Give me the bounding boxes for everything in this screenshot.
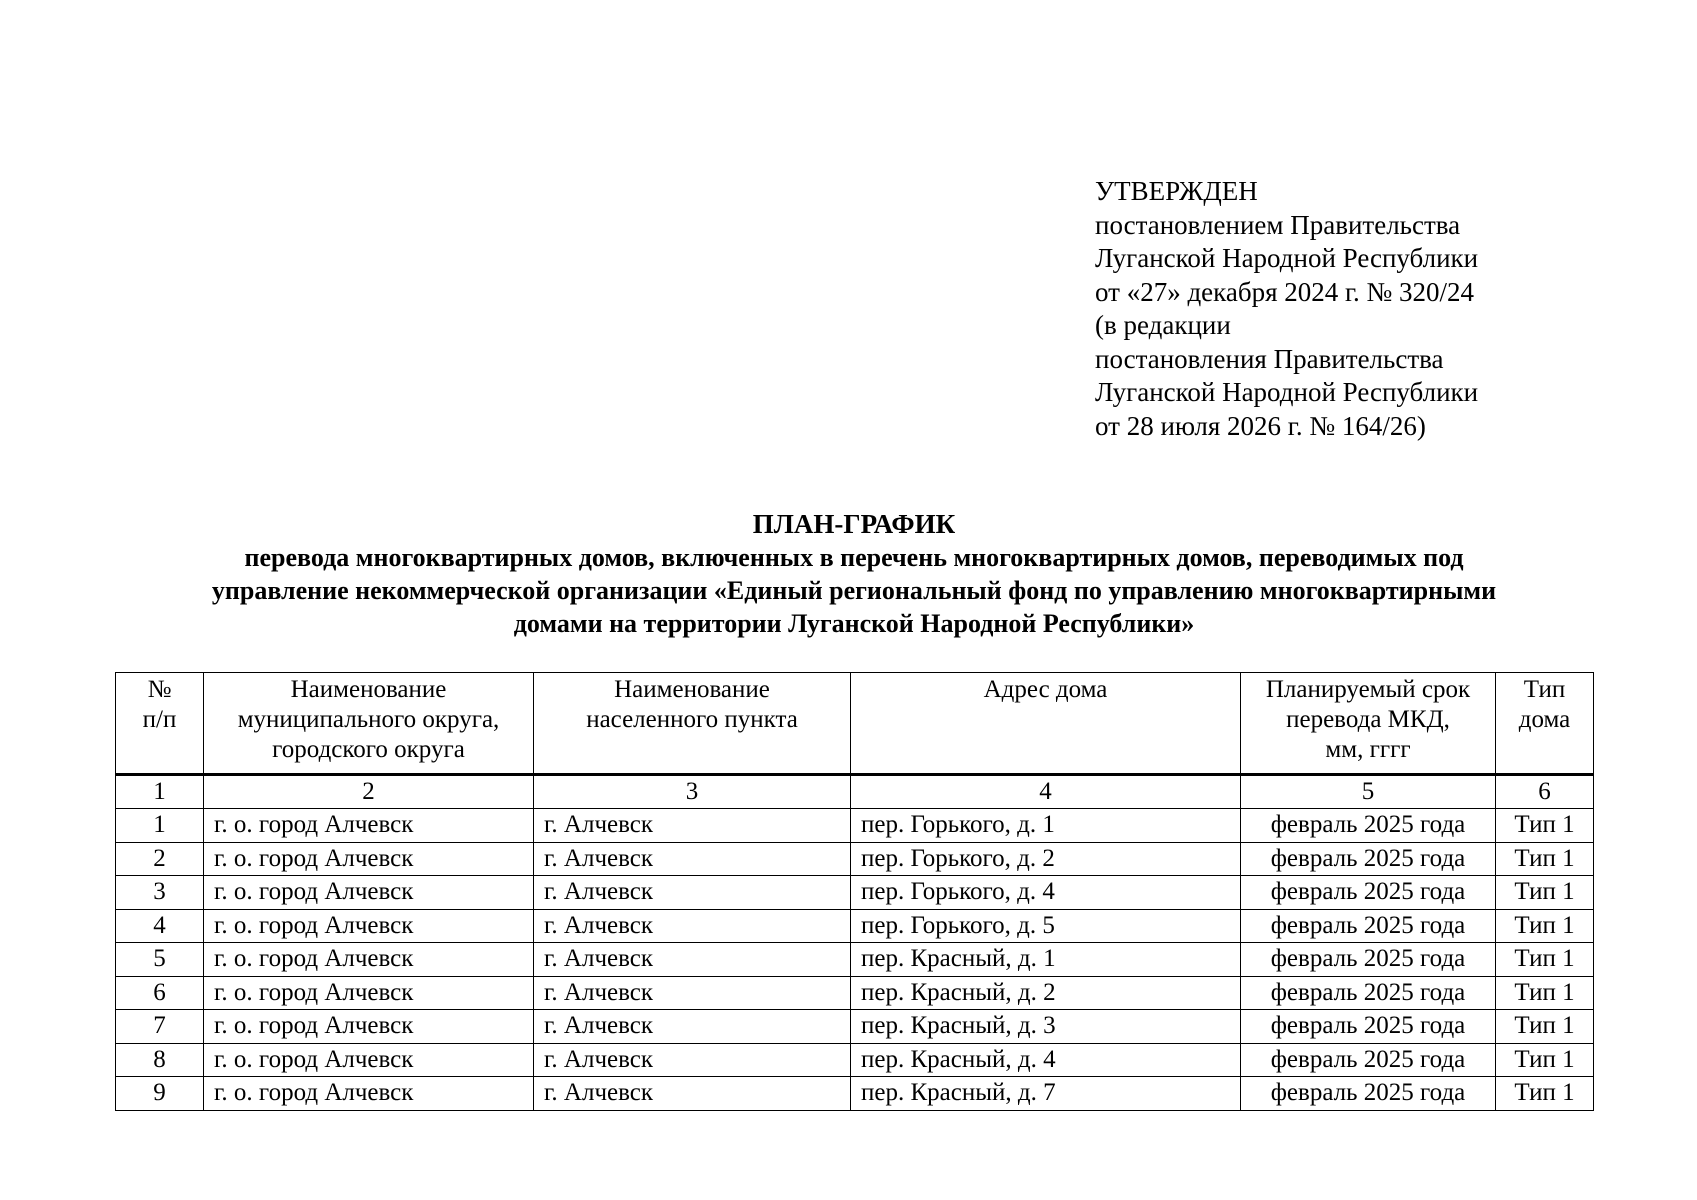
cell-number: 9 — [116, 1077, 204, 1111]
cell-planned-date: февраль 2025 года — [1241, 842, 1496, 876]
column-header-address: Адрес дома — [851, 673, 1241, 775]
cell-number: 2 — [116, 842, 204, 876]
column-number: 3 — [534, 775, 851, 809]
cell-district: г. о. город Алчевск — [204, 1043, 534, 1077]
cell-address: пер. Красный, д. 3 — [851, 1010, 1241, 1044]
cell-settlement: г. Алчевск — [534, 909, 851, 943]
cell-address: пер. Горького, д. 5 — [851, 909, 1241, 943]
column-number: 2 — [204, 775, 534, 809]
approval-line: (в редакции — [1095, 310, 1231, 340]
table-row — [116, 909, 1594, 943]
cell-house-type: Тип 1 — [1496, 976, 1594, 1010]
approval-line: от 28 июля 2026 г. № 164/26) — [1095, 410, 1426, 441]
column-number: 6 — [1496, 775, 1594, 809]
cell-number: 6 — [116, 976, 204, 1010]
approval-line: постановления Правительства — [1095, 343, 1444, 374]
table-row — [116, 943, 1594, 977]
cell-district: г. о. город Алчевск — [204, 876, 534, 910]
cell-address: пер. Горького, д. 4 — [851, 876, 1241, 910]
table-row — [116, 1077, 1594, 1111]
plan-table — [115, 672, 1594, 1111]
cell-house-type: Тип 1 — [1496, 1077, 1594, 1111]
document-title: ПЛАН-ГРАФИК — [752, 509, 956, 539]
approval-line: Луганской Народной Республики — [1095, 243, 1479, 273]
cell-house-type: Тип 1 — [1496, 1010, 1594, 1044]
table-row — [116, 876, 1594, 910]
cell-district: г. о. город Алчевск — [204, 909, 534, 943]
cell-number: 3 — [116, 876, 204, 910]
cell-settlement: г. Алчевск — [534, 876, 851, 910]
cell-district: г. о. город Алчевск — [204, 1010, 534, 1044]
cell-district: г. о. город Алчевск — [204, 809, 534, 843]
cell-planned-date: февраль 2025 года — [1241, 1010, 1496, 1044]
cell-house-type: Тип 1 — [1496, 876, 1594, 910]
cell-planned-date: февраль 2025 года — [1241, 1043, 1496, 1077]
document-subtitle-line: управление некоммерческой организации «Единый региональный фонд по управлению многоквартирными — [211, 576, 1497, 605]
cell-house-type: Тип 1 — [1496, 809, 1594, 843]
cell-number: 8 — [116, 1043, 204, 1077]
cell-planned-date: февраль 2025 года — [1241, 876, 1496, 910]
cell-planned-date: февраль 2025 года — [1241, 909, 1496, 943]
approval-line: от «27» декабря 2024 г. № 320/24 — [1095, 276, 1475, 307]
cell-house-type: Тип 1 — [1496, 909, 1594, 943]
table-header-row — [116, 673, 1594, 775]
cell-district: г. о. город Алчевск — [204, 943, 534, 977]
cell-address: пер. Горького, д. 1 — [851, 809, 1241, 843]
cell-number: 5 — [116, 943, 204, 977]
column-header-number: № п/п — [116, 673, 204, 775]
cell-number: 4 — [116, 909, 204, 943]
cell-settlement: г. Алчевск — [534, 943, 851, 977]
cell-number: 1 — [116, 809, 204, 843]
cell-address: пер. Красный, д. 1 — [851, 943, 1241, 977]
cell-settlement: г. Алчевск — [534, 1010, 851, 1044]
document-subtitle-line: перевода многоквартирных домов, включенных в перечень многоквартирных домов, переводимых под — [244, 543, 1464, 572]
approval-stamp — [1095, 175, 1478, 443]
cell-planned-date: февраль 2025 года — [1241, 809, 1496, 843]
column-header-planned-date: Планируемый срок перевода МКД, мм, гггг — [1241, 673, 1496, 775]
cell-planned-date: февраль 2025 года — [1241, 976, 1496, 1010]
column-header-house-type: Тип дома — [1496, 673, 1594, 775]
document-subtitle-line: домами на территории Луганской Народной Республики» — [513, 609, 1195, 638]
cell-number: 7 — [116, 1010, 204, 1044]
cell-planned-date: февраль 2025 года — [1241, 943, 1496, 977]
document-heading — [115, 508, 1593, 640]
cell-address: пер. Красный, д. 4 — [851, 1043, 1241, 1077]
approval-line: Луганской Народной Республики — [1095, 377, 1479, 407]
cell-settlement: г. Алчевск — [534, 1077, 851, 1111]
cell-district: г. о. город Алчевск — [204, 1077, 534, 1111]
cell-address: пер. Горького, д. 2 — [851, 842, 1241, 876]
cell-district: г. о. город Алчевск — [204, 976, 534, 1010]
table-row — [116, 976, 1594, 1010]
table-row — [116, 842, 1594, 876]
column-number: 5 — [1241, 775, 1496, 809]
cell-address: пер. Красный, д. 2 — [851, 976, 1241, 1010]
approval-line: постановлением Правительства — [1095, 209, 1461, 240]
column-number-row — [116, 775, 1594, 809]
column-header-district: Наименование муниципального округа, городского округа — [204, 673, 534, 775]
column-number: 4 — [851, 775, 1241, 809]
cell-planned-date: февраль 2025 года — [1241, 1077, 1496, 1111]
cell-house-type: Тип 1 — [1496, 943, 1594, 977]
cell-house-type: Тип 1 — [1496, 842, 1594, 876]
cell-settlement: г. Алчевск — [534, 976, 851, 1010]
column-number: 1 — [116, 775, 204, 809]
cell-settlement: г. Алчевск — [534, 842, 851, 876]
approval-line: УТВЕРЖДЕН — [1095, 176, 1258, 206]
cell-settlement: г. Алчевск — [534, 1043, 851, 1077]
table-row — [116, 1010, 1594, 1044]
cell-house-type: Тип 1 — [1496, 1043, 1594, 1077]
cell-settlement: г. Алчевск — [534, 809, 851, 843]
table-row — [116, 809, 1594, 843]
cell-address: пер. Красный, д. 7 — [851, 1077, 1241, 1111]
cell-district: г. о. город Алчевск — [204, 842, 534, 876]
column-header-settlement: Наименование населенного пункта — [534, 673, 851, 775]
table-row — [116, 1043, 1594, 1077]
